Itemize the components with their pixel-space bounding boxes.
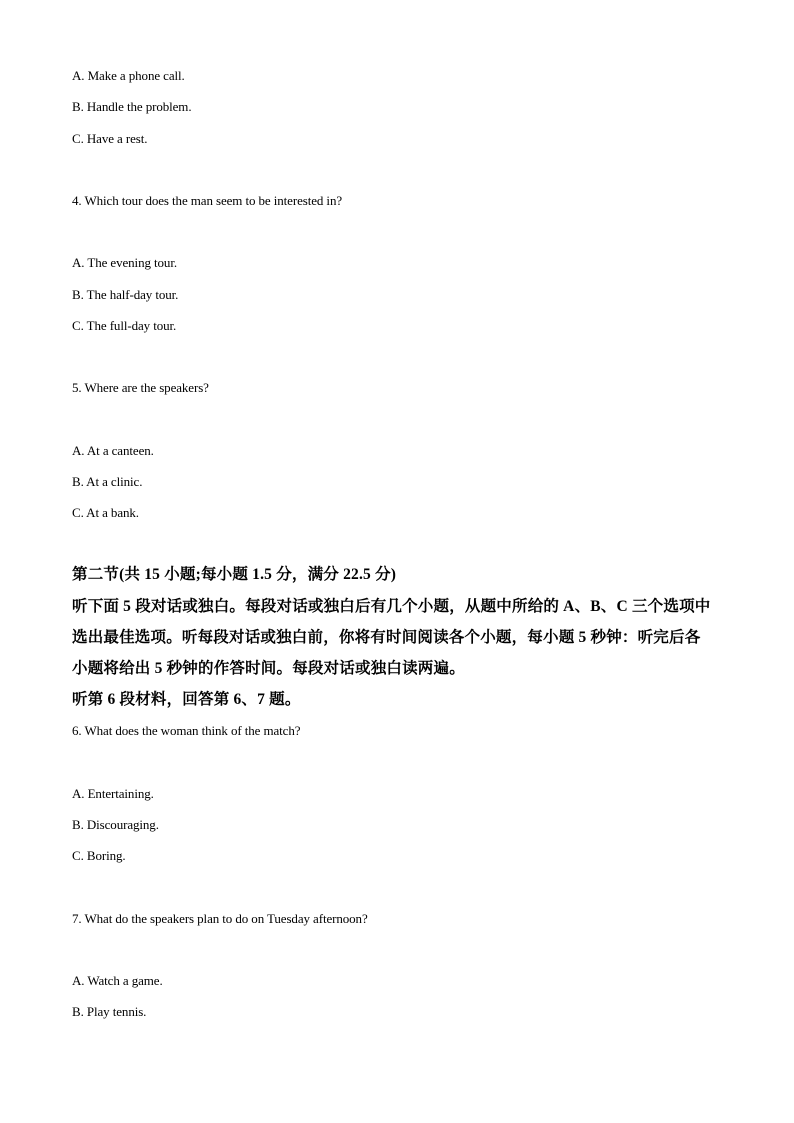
q6-option-b: B. Discouraging. xyxy=(72,817,159,832)
q7-option-a: A. Watch a game. xyxy=(72,973,163,988)
material-note: 听第 6 段材料，回答第 6、7 题。 xyxy=(72,691,301,708)
q3-option-b: B. Handle the problem. xyxy=(72,99,192,114)
section2-heading: 第二节(共 15 小题;每小题 1.5 分，满分 22.5 分) xyxy=(72,566,397,583)
q5-option-a: A. At a canteen. xyxy=(72,443,154,458)
section2-instruction-line-1: 听下面 5 段对话或独白。每段对话或独白后有几个小题，从题中所给的 A、B、C 三个选项中 xyxy=(72,598,711,615)
q4-question: 4. Which tour does the man seem to be interested in? xyxy=(72,193,343,208)
q4-option-a: A. The evening tour. xyxy=(72,255,177,270)
q6-question: 6. What does the woman think of the match? xyxy=(72,723,301,738)
q7-option-b: B. Play tennis. xyxy=(72,1004,147,1019)
q5-option-b: B. At a clinic. xyxy=(72,474,143,489)
q6-option-a: A. Entertaining. xyxy=(72,786,154,801)
q7-question: 7. What do the speakers plan to do on Tuesday afternoon? xyxy=(72,911,368,926)
q6-option-c: C. Boring. xyxy=(72,848,126,863)
q3-option-a: A. Make a phone call. xyxy=(72,68,185,83)
q4-option-b: B. The half-day tour. xyxy=(72,287,179,302)
q4-option-c: C. The full-day tour. xyxy=(72,318,177,333)
q5-option-c: C. At a bank. xyxy=(72,505,139,520)
q3-option-c: C. Have a rest. xyxy=(72,131,148,146)
section2-instruction-line-2: 选出最佳选项。听每段对话或独白前，你将有时间阅读各个小题，每小题 5 秒钟：听完后各 xyxy=(72,629,701,646)
q5-question: 5. Where are the speakers? xyxy=(72,380,209,395)
section2-instruction-line-3: 小题将给出 5 秒钟的作答时间。每段对话或独白读两遍。 xyxy=(72,660,465,677)
